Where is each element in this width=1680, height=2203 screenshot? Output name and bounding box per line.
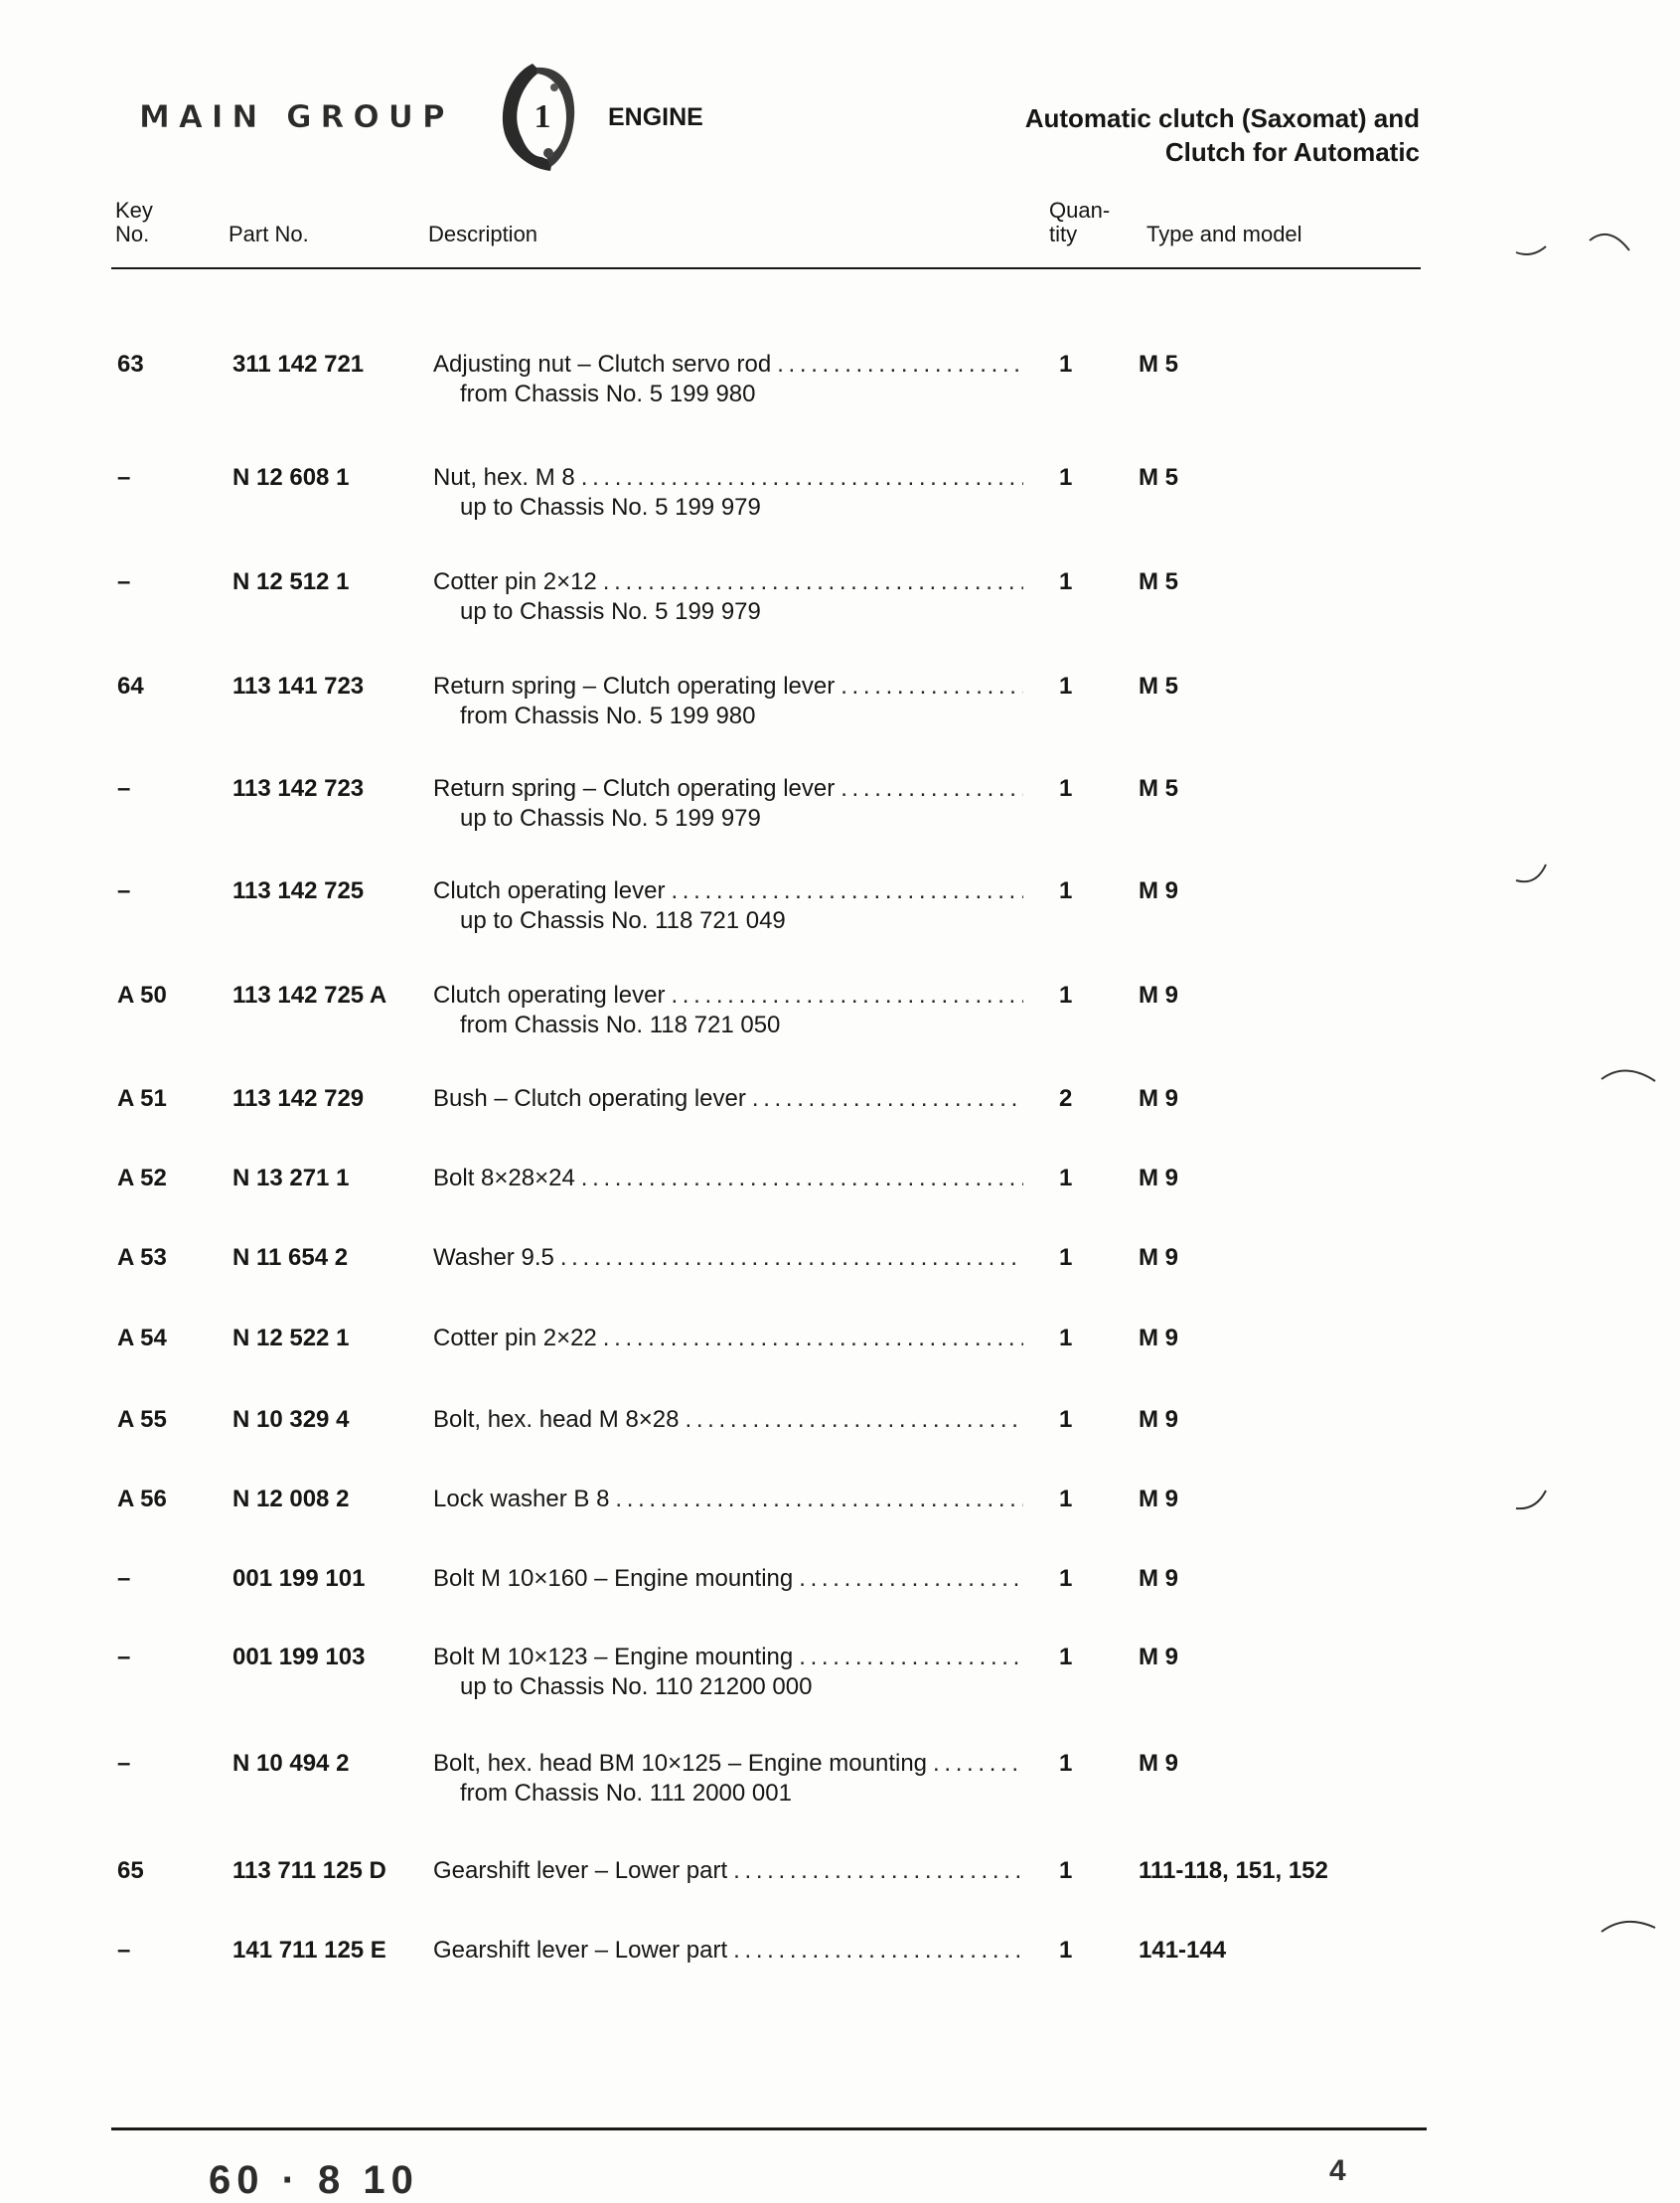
dot-leader bbox=[933, 1749, 1023, 1779]
description-text: Nut, hex. M 8 bbox=[433, 464, 575, 491]
description-text: Return spring – Clutch operating lever bbox=[433, 673, 836, 700]
key-number: A 54 bbox=[117, 1325, 167, 1351]
quantity: 1 bbox=[1059, 775, 1073, 802]
table-row bbox=[0, 1324, 1680, 1393]
quantity: 1 bbox=[1059, 351, 1073, 378]
key-number: – bbox=[117, 877, 131, 904]
description-note: up to Chassis No. 5 199 979 bbox=[460, 598, 761, 625]
table-row bbox=[0, 1936, 1680, 2005]
description-note: up to Chassis No. 5 199 979 bbox=[460, 805, 761, 832]
dot-leader bbox=[686, 1405, 1024, 1435]
description-text: Clutch operating lever bbox=[433, 877, 666, 904]
section-title-line2: Clutch for Automatic bbox=[1164, 137, 1420, 167]
description bbox=[433, 567, 1023, 597]
quantity: 1 bbox=[1059, 1165, 1073, 1191]
type-and-model: M 9 bbox=[1139, 1325, 1179, 1351]
margin-mark-icon bbox=[1600, 1912, 1659, 1942]
description bbox=[433, 1324, 1023, 1353]
part-number: 113 141 723 bbox=[232, 673, 365, 700]
key-number: – bbox=[117, 568, 131, 595]
dot-leader bbox=[733, 1856, 1023, 1886]
dot-leader bbox=[581, 1164, 1023, 1193]
key-number: A 53 bbox=[117, 1244, 167, 1271]
description bbox=[433, 350, 1023, 380]
header-rule bbox=[111, 267, 1421, 269]
type-and-model: M 9 bbox=[1139, 1565, 1179, 1592]
quantity: 1 bbox=[1059, 1244, 1073, 1271]
type-and-model: M 9 bbox=[1139, 1406, 1179, 1433]
part-number: 001 199 103 bbox=[232, 1644, 366, 1670]
key-number: – bbox=[117, 464, 131, 491]
table-row bbox=[0, 1485, 1680, 1554]
quantity: 1 bbox=[1059, 568, 1073, 595]
type-and-model: M 9 bbox=[1139, 1165, 1179, 1191]
key-number: – bbox=[117, 1937, 131, 1964]
key-number: 65 bbox=[117, 1857, 144, 1884]
description-text: Washer 9.5 bbox=[433, 1244, 554, 1271]
description bbox=[433, 1485, 1023, 1514]
part-number: N 12 512 1 bbox=[232, 568, 350, 595]
margin-mark-icon bbox=[1514, 1487, 1554, 1516]
quantity: 1 bbox=[1059, 877, 1073, 904]
table-row bbox=[0, 672, 1680, 741]
part-number: 311 142 721 bbox=[232, 351, 365, 378]
description-note: from Chassis No. 118 721 050 bbox=[460, 1012, 781, 1038]
description-text: Gearshift lever – Lower part bbox=[433, 1937, 728, 1964]
column-header-key-line1: Key bbox=[115, 198, 153, 223]
table-row bbox=[0, 876, 1680, 946]
description-text: Adjusting nut – Clutch servo rod bbox=[433, 351, 772, 378]
quantity: 1 bbox=[1059, 1406, 1073, 1433]
dot-leader bbox=[603, 1324, 1023, 1353]
part-number: 113 142 725 A bbox=[232, 982, 387, 1009]
quantity: 1 bbox=[1059, 1565, 1073, 1592]
footer-rule bbox=[111, 2127, 1427, 2130]
dot-leader bbox=[752, 1084, 1023, 1114]
quantity: 1 bbox=[1059, 1857, 1073, 1884]
key-number: – bbox=[117, 1565, 131, 1592]
description-text: Bolt M 10×123 – Engine mounting bbox=[433, 1644, 794, 1670]
table-row bbox=[0, 1243, 1680, 1313]
description-text: Gearshift lever – Lower part bbox=[433, 1857, 728, 1884]
dot-leader bbox=[560, 1243, 1023, 1273]
part-number: 113 142 723 bbox=[232, 775, 365, 802]
dot-leader bbox=[671, 981, 1023, 1011]
column-header-model: Type and model bbox=[1146, 222, 1302, 246]
key-number: – bbox=[117, 1750, 131, 1777]
quantity: 1 bbox=[1059, 673, 1073, 700]
description-note: up to Chassis No. 5 199 979 bbox=[460, 494, 761, 521]
quantity: 1 bbox=[1059, 1750, 1073, 1777]
table-row bbox=[0, 567, 1680, 637]
key-number: 64 bbox=[117, 673, 144, 700]
group-number-logo-icon bbox=[493, 58, 582, 175]
part-number: N 12 008 2 bbox=[232, 1486, 350, 1512]
description-note: from Chassis No. 5 199 980 bbox=[460, 381, 756, 407]
description bbox=[433, 876, 1023, 906]
part-number: N 11 654 2 bbox=[232, 1244, 349, 1271]
part-number: 001 199 101 bbox=[232, 1565, 366, 1592]
table-row bbox=[0, 1564, 1680, 1634]
column-header-quantity bbox=[1049, 199, 1110, 246]
type-and-model: M 9 bbox=[1139, 1486, 1179, 1512]
part-number: N 12 522 1 bbox=[232, 1325, 350, 1351]
corner-mark: 4 bbox=[1329, 2154, 1346, 2187]
key-number: – bbox=[117, 775, 131, 802]
description-text: Return spring – Clutch operating lever bbox=[433, 775, 836, 802]
column-header-quantity-line1: Quan- bbox=[1049, 198, 1111, 223]
part-number: 141 711 125 E bbox=[232, 1937, 386, 1964]
description bbox=[433, 1084, 1023, 1114]
type-and-model: M 5 bbox=[1139, 673, 1179, 700]
description bbox=[433, 463, 1023, 493]
quantity: 1 bbox=[1059, 982, 1073, 1009]
key-number: – bbox=[117, 1644, 131, 1670]
dot-leader bbox=[840, 672, 1023, 702]
description-text: Clutch operating lever bbox=[433, 982, 666, 1009]
section-title-line1: Automatic clutch (Saxomat) and bbox=[1024, 103, 1420, 133]
type-and-model: 111-118, 151, 152 bbox=[1139, 1857, 1328, 1884]
type-and-model: M 9 bbox=[1139, 1085, 1179, 1112]
margin-mark-icon bbox=[1600, 1059, 1659, 1089]
description bbox=[433, 1405, 1023, 1435]
description-text: Cotter pin 2×12 bbox=[433, 568, 597, 595]
column-header-key bbox=[115, 199, 153, 246]
section-title bbox=[1025, 101, 1420, 169]
page-number: 60 · 8 10 bbox=[209, 2158, 419, 2202]
description-note: from Chassis No. 111 2000 001 bbox=[460, 1780, 792, 1807]
engine-label: ENGINE bbox=[608, 103, 703, 131]
dot-leader bbox=[603, 567, 1023, 597]
description bbox=[433, 1856, 1023, 1886]
dot-leader bbox=[615, 1485, 1023, 1514]
table-row bbox=[0, 1084, 1680, 1154]
description bbox=[433, 1936, 1023, 1966]
description bbox=[433, 1564, 1023, 1594]
description-note: up to Chassis No. 110 21200 000 bbox=[460, 1673, 813, 1700]
column-header-part: Part No. bbox=[229, 222, 309, 246]
part-number: 113 142 725 bbox=[232, 877, 365, 904]
table-row bbox=[0, 1856, 1680, 1926]
description-note: up to Chassis No. 118 721 049 bbox=[460, 907, 786, 934]
dot-leader bbox=[799, 1643, 1023, 1672]
description bbox=[433, 672, 1023, 702]
description-text: Bolt M 10×160 – Engine mounting bbox=[433, 1565, 794, 1592]
description-text: Bush – Clutch operating lever bbox=[433, 1085, 746, 1112]
table-row bbox=[0, 1749, 1680, 1818]
type-and-model: M 5 bbox=[1139, 775, 1179, 802]
table-row bbox=[0, 350, 1680, 419]
quantity: 1 bbox=[1059, 1325, 1073, 1351]
quantity: 1 bbox=[1059, 1937, 1073, 1964]
description-text: Cotter pin 2×22 bbox=[433, 1325, 597, 1351]
description-text: Lock washer B 8 bbox=[433, 1486, 610, 1512]
type-and-model: M 5 bbox=[1139, 568, 1179, 595]
part-number: 113 142 729 bbox=[232, 1085, 365, 1112]
description-note: from Chassis No. 5 199 980 bbox=[460, 703, 756, 729]
group-number: 1 bbox=[534, 98, 551, 135]
part-number: 113 711 125 D bbox=[232, 1857, 386, 1884]
description-text: Bolt 8×28×24 bbox=[433, 1165, 575, 1191]
type-and-model: M 9 bbox=[1139, 1244, 1179, 1271]
part-number: N 12 608 1 bbox=[232, 464, 350, 491]
type-and-model: M 5 bbox=[1139, 351, 1179, 378]
description bbox=[433, 1749, 1023, 1779]
table-row bbox=[0, 1164, 1680, 1233]
table-row bbox=[0, 981, 1680, 1050]
margin-mark-icon bbox=[1514, 861, 1554, 890]
type-and-model: M 9 bbox=[1139, 1750, 1179, 1777]
column-header-description: Description bbox=[428, 222, 538, 246]
quantity: 2 bbox=[1059, 1085, 1073, 1112]
key-number: 63 bbox=[117, 351, 144, 378]
table-row bbox=[0, 463, 1680, 533]
type-and-model: M 9 bbox=[1139, 877, 1179, 904]
dot-leader bbox=[733, 1936, 1023, 1966]
description bbox=[433, 981, 1023, 1011]
dot-leader bbox=[671, 876, 1023, 906]
table-row bbox=[0, 1643, 1680, 1712]
key-number: A 55 bbox=[117, 1406, 167, 1433]
main-group-heading: MAIN GROUP bbox=[139, 99, 454, 135]
type-and-model: M 9 bbox=[1139, 1644, 1179, 1670]
dot-leader bbox=[840, 774, 1023, 804]
dot-leader bbox=[777, 350, 1023, 380]
part-number: N 13 271 1 bbox=[232, 1165, 350, 1191]
table-row bbox=[0, 774, 1680, 844]
type-and-model: M 9 bbox=[1139, 982, 1179, 1009]
dot-leader bbox=[581, 463, 1023, 493]
part-number: N 10 494 2 bbox=[232, 1750, 350, 1777]
column-header-quantity-line2: tity bbox=[1049, 222, 1078, 246]
key-number: A 51 bbox=[117, 1085, 167, 1112]
quantity: 1 bbox=[1059, 1644, 1073, 1670]
table-row bbox=[0, 1405, 1680, 1475]
description bbox=[433, 1164, 1023, 1193]
description-text: Bolt, hex. head M 8×28 bbox=[433, 1406, 680, 1433]
description-text: Bolt, hex. head BM 10×125 – Engine mounting bbox=[433, 1750, 928, 1777]
type-and-model: 141-144 bbox=[1139, 1937, 1227, 1964]
part-number: N 10 329 4 bbox=[232, 1406, 350, 1433]
key-number: A 52 bbox=[117, 1165, 167, 1191]
key-number: A 50 bbox=[117, 982, 167, 1009]
margin-mark-icon bbox=[1514, 225, 1633, 264]
quantity: 1 bbox=[1059, 1486, 1073, 1512]
quantity: 1 bbox=[1059, 464, 1073, 491]
description bbox=[433, 1643, 1023, 1672]
type-and-model: M 5 bbox=[1139, 464, 1179, 491]
dot-leader bbox=[799, 1564, 1023, 1594]
column-header-key-line2: No. bbox=[115, 222, 150, 246]
description bbox=[433, 1243, 1023, 1273]
key-number: A 56 bbox=[117, 1486, 167, 1512]
description bbox=[433, 774, 1023, 804]
